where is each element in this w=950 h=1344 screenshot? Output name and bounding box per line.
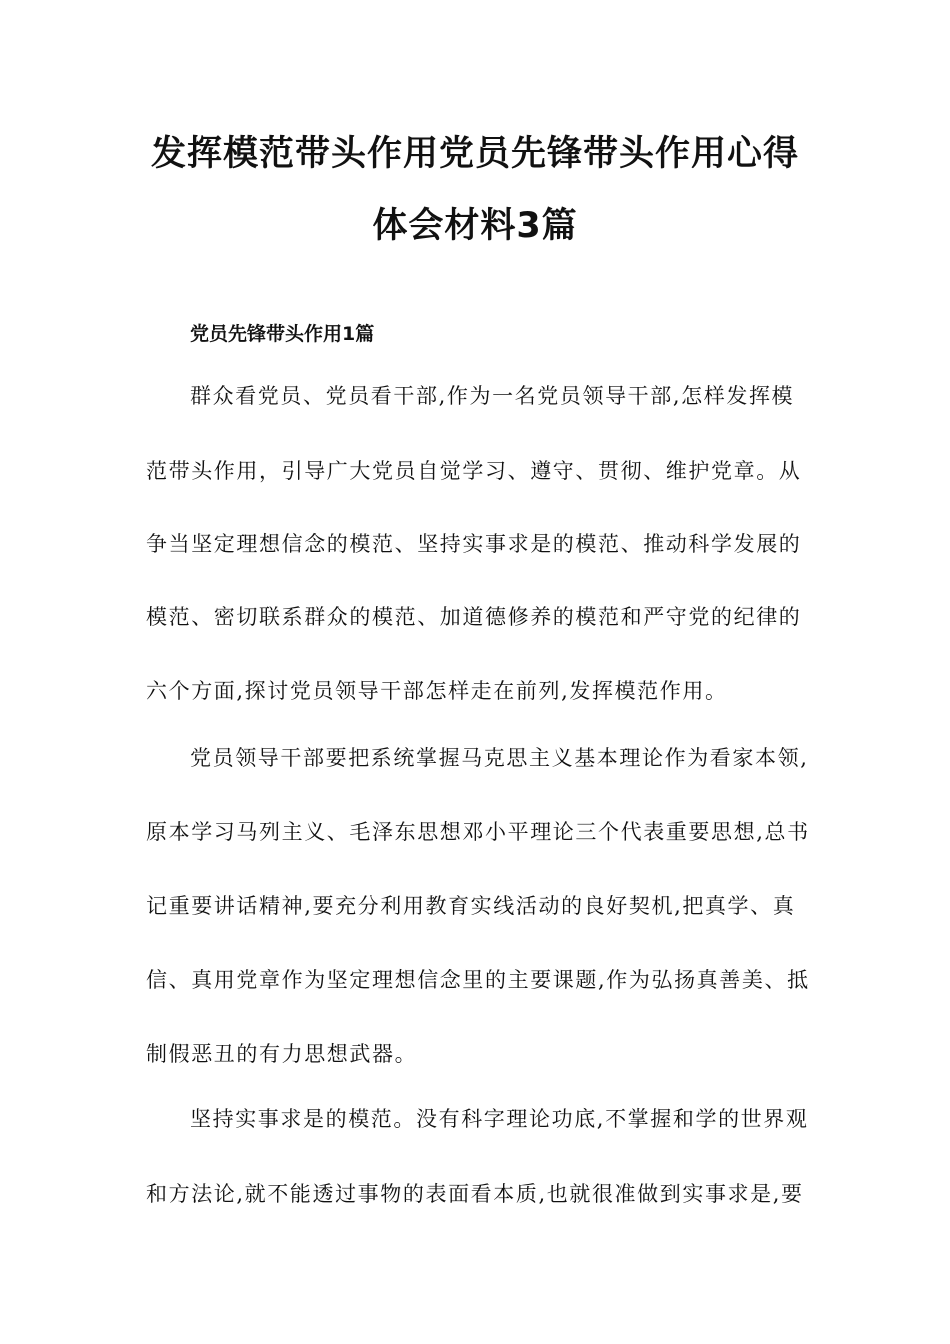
paragraph-line: 群众看党员、党员看干部,作为一名党员领导干部,怎样发挥模 xyxy=(190,384,795,408)
document-title-line-2: 体会材料3篇 xyxy=(372,206,578,246)
paragraph-line: 记重要讲话精神,要充分利用教育实线活动的良好契机,把真学、真 xyxy=(146,894,796,918)
paragraph-line: 六个方面,探讨党员领导干部怎样走在前列,发挥模范作用。 xyxy=(146,679,728,703)
paragraph-line: 模范、密切联系群众的模范、加道德修养的模范和严守党的纪律的 xyxy=(146,605,802,629)
paragraph-line: 范带头作用，引导广大党员自觉学习、遵守、贯彻、维护党章。从 xyxy=(146,459,802,483)
paragraph-line: 原本学习马列主义、毛泽东思想邓小平理论三个代表重要思想,总书 xyxy=(146,820,810,844)
paragraph-line: 党员领导干部要把系统掌握马克思主义基本理论作为看家本领, xyxy=(190,746,809,770)
paragraph-line: 和方法论,就不能透过事物的表面看本质,也就很准做到实事求是,要 xyxy=(146,1182,804,1206)
paragraph-line: 争当坚定理想信念的模范、坚持实事求是的模范、推动科学发展的 xyxy=(146,532,802,556)
paragraph-line: 信、真用党章作为坚定理想信念里的主要课题,作为弘扬真善美、抵 xyxy=(146,968,810,992)
paragraph-line: 坚持实事求是的模范。没有科字理论功底,不掌握和学的世界观 xyxy=(190,1107,809,1131)
section-heading: 党员先锋带头作用1篇 xyxy=(190,323,375,345)
document-title-line-1: 发挥模范带头作用党员先锋带头作用心得 xyxy=(150,134,799,174)
paragraph-line: 制假恶丑的有力思想武器。 xyxy=(146,1042,418,1066)
